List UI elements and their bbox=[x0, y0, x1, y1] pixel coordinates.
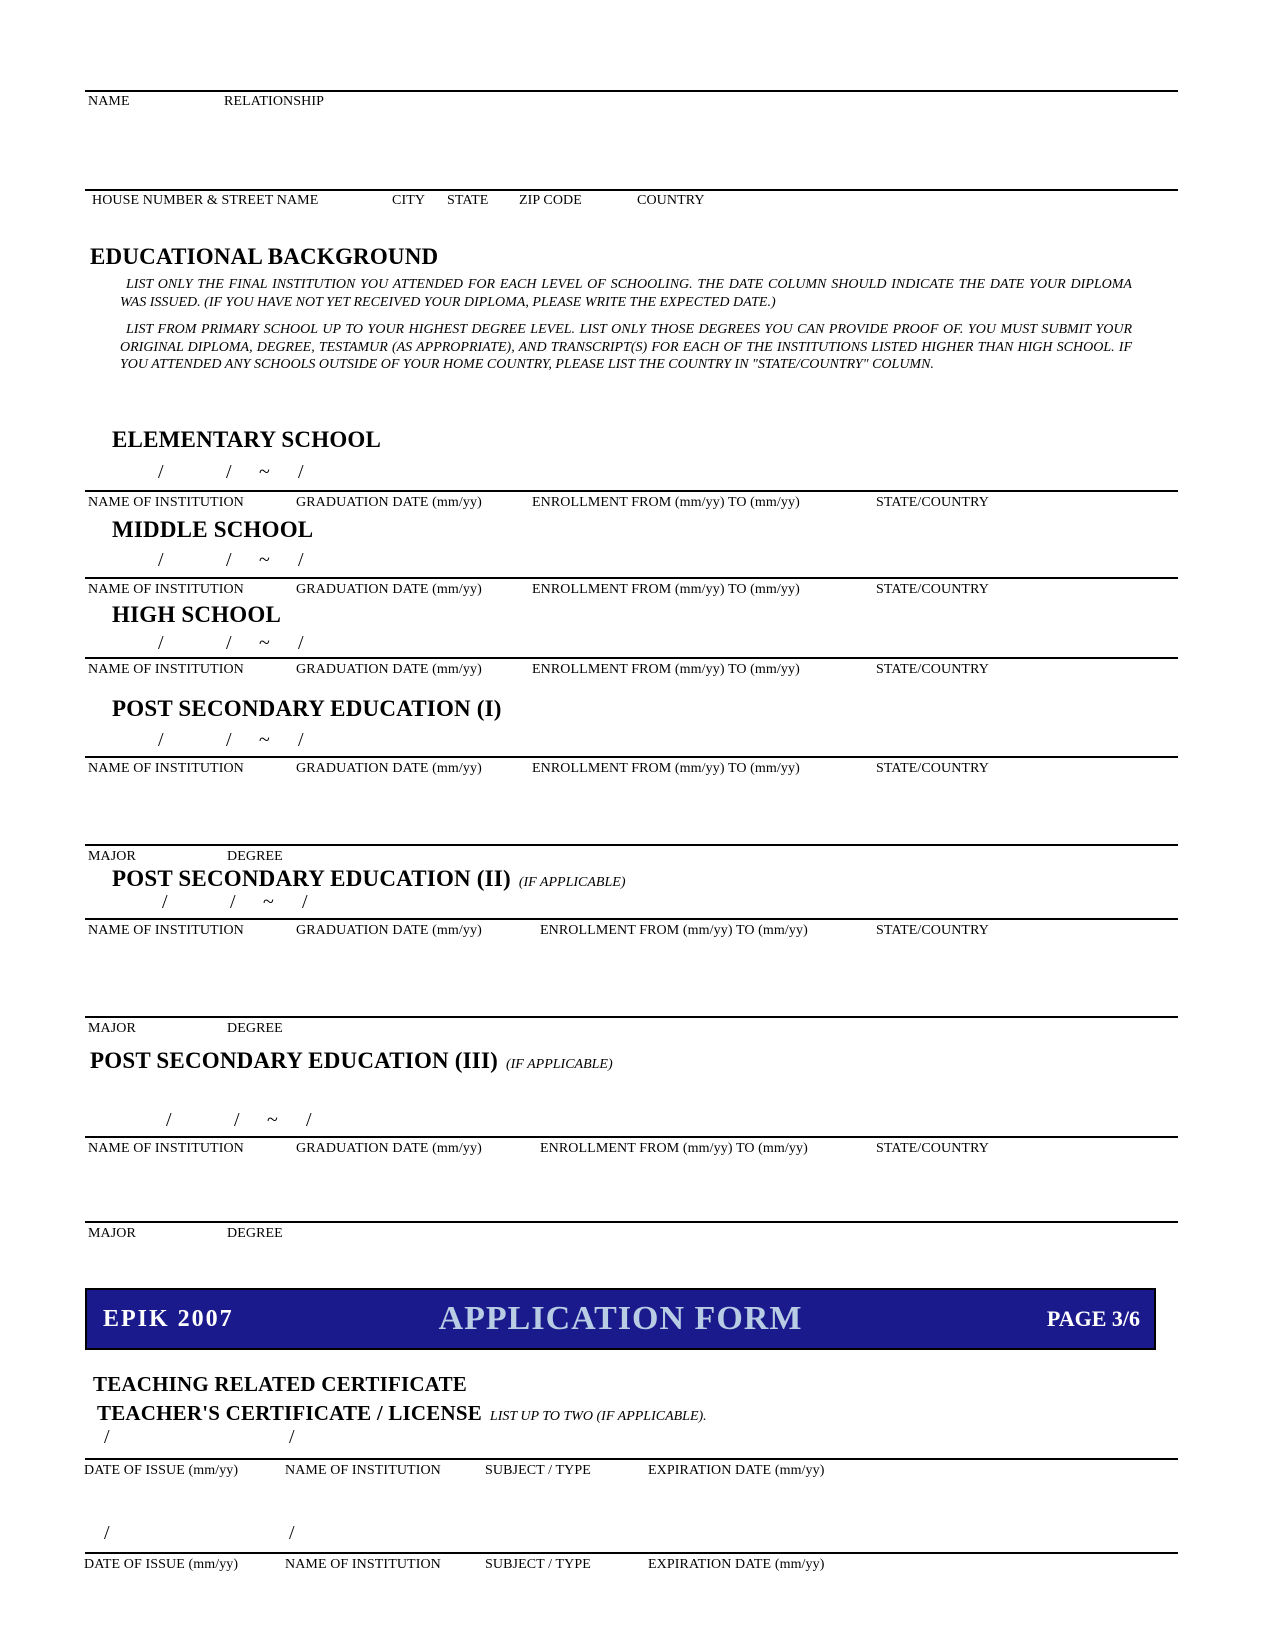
institution-column-label: NAME OF INSTITUTION bbox=[88, 923, 244, 938]
educational-background-heading bbox=[90, 244, 438, 270]
section-title: POST SECONDARY EDUCATION (III) bbox=[90, 1048, 498, 1073]
section-note: (IF APPLICABLE) bbox=[505, 1057, 613, 1072]
divider bbox=[85, 577, 1178, 579]
issue-date-column-label: DATE OF ISSUE (mm/yy) bbox=[84, 1463, 239, 1478]
date-slash: / bbox=[306, 1109, 312, 1131]
page-banner bbox=[85, 1288, 1156, 1350]
date-slash: / bbox=[158, 729, 164, 751]
major-column-label: MAJOR bbox=[88, 849, 136, 864]
institution-column-label: NAME OF INSTITUTION bbox=[285, 1557, 441, 1572]
major-column-label: MAJOR bbox=[88, 1226, 136, 1241]
date-slash: / bbox=[104, 1426, 110, 1448]
section-title: POST SECONDARY EDUCATION (I) bbox=[112, 696, 502, 721]
divider bbox=[85, 1221, 1178, 1223]
date-tilde: ~ bbox=[267, 1109, 278, 1131]
section-header-middle-school bbox=[112, 517, 313, 543]
subject-type-column-label: SUBJECT / TYPE bbox=[485, 1557, 591, 1572]
date-tilde: ~ bbox=[259, 461, 270, 483]
street-label: HOUSE NUMBER & STREET NAME bbox=[92, 193, 319, 208]
section-header-post-secondary-2 bbox=[112, 866, 625, 892]
form-title: APPLICATION FORM bbox=[438, 1300, 803, 1337]
date-slash: / bbox=[158, 461, 164, 483]
country-label: COUNTRY bbox=[637, 193, 705, 208]
instructions-paragraph-2: LIST FROM PRIMARY SCHOOL UP TO YOUR HIGHEST DEGREE LEVEL. LIST ONLY THOSE DEGREES YOU CAN PROVIDE PROOF OF. YOU MUST SUBMIT YOUR ORIGINAL DIPLOMA, DEGREE, TESTAMUR (AS APPROPRIATE), AND TRANSCRIPT(S) FOR EACH OF THE INSTITUTIONS LISTED HIGHER THAN HIGH SCHOOL. IF YOU ATTENDED ANY SCHOOLS OUTSIDE OF YOUR HOME COUNTRY, PLEASE LIST THE COUNTRY IN "STATE/COUNTRY" COLUMN. bbox=[120, 322, 1132, 372]
section-header-high-school bbox=[112, 602, 281, 628]
divider bbox=[85, 844, 1178, 846]
date-slash: / bbox=[226, 632, 232, 654]
enrollment-column-label: ENROLLMENT FROM (mm/yy) TO (mm/yy) bbox=[532, 662, 800, 677]
enrollment-column-label: ENROLLMENT FROM (mm/yy) TO (mm/yy) bbox=[540, 923, 808, 938]
graduation-column-label: GRADUATION DATE (mm/yy) bbox=[296, 761, 482, 776]
state-country-column-label: STATE/COUNTRY bbox=[876, 662, 989, 677]
section-title: MIDDLE SCHOOL bbox=[112, 517, 314, 542]
date-slash: / bbox=[162, 891, 168, 913]
enrollment-column-label: ENROLLMENT FROM (mm/yy) TO (mm/yy) bbox=[540, 1141, 808, 1156]
heading-text: TEACHING RELATED CERTIFICATE bbox=[93, 1372, 467, 1396]
date-tilde: ~ bbox=[259, 549, 270, 571]
major-column-label: MAJOR bbox=[88, 1021, 136, 1036]
divider bbox=[85, 918, 1178, 920]
date-slash: / bbox=[298, 549, 304, 571]
heading-text: EDUCATIONAL BACKGROUND bbox=[90, 244, 439, 269]
date-slash: / bbox=[226, 549, 232, 571]
date-slash: / bbox=[166, 1109, 172, 1131]
institution-column-label: NAME OF INSTITUTION bbox=[285, 1463, 441, 1478]
heading-text: TEACHER'S CERTIFICATE / LICENSE bbox=[97, 1401, 482, 1425]
certificates-heading bbox=[93, 1372, 467, 1397]
date-slash: / bbox=[158, 549, 164, 571]
section-header-elementary-school bbox=[112, 427, 381, 453]
degree-column-label: DEGREE bbox=[227, 1021, 283, 1036]
date-slash: / bbox=[298, 461, 304, 483]
section-title: HIGH SCHOOL bbox=[112, 602, 281, 627]
graduation-column-label: GRADUATION DATE (mm/yy) bbox=[296, 1141, 482, 1156]
divider bbox=[85, 1458, 1178, 1460]
graduation-column-label: GRADUATION DATE (mm/yy) bbox=[296, 495, 482, 510]
institution-column-label: NAME OF INSTITUTION bbox=[88, 495, 244, 510]
date-tilde: ~ bbox=[259, 729, 270, 751]
zip-label: ZIP CODE bbox=[519, 193, 582, 208]
state-label: STATE bbox=[447, 193, 489, 208]
relationship-label: RELATIONSHIP bbox=[224, 94, 324, 109]
graduation-column-label: GRADUATION DATE (mm/yy) bbox=[296, 582, 482, 597]
state-country-column-label: STATE/COUNTRY bbox=[876, 582, 989, 597]
institution-column-label: NAME OF INSTITUTION bbox=[88, 662, 244, 677]
date-slash: / bbox=[298, 632, 304, 654]
section-title: POST SECONDARY EDUCATION (II) bbox=[112, 866, 511, 891]
section-header-post-secondary-1 bbox=[112, 696, 502, 722]
date-slash: / bbox=[158, 632, 164, 654]
divider bbox=[85, 1136, 1178, 1138]
graduation-column-label: GRADUATION DATE (mm/yy) bbox=[296, 923, 482, 938]
page-number: PAGE 3/6 bbox=[1046, 1306, 1140, 1331]
heading-note: LIST UP TO TWO (IF APPLICABLE). bbox=[489, 1409, 707, 1424]
date-slash: / bbox=[289, 1522, 295, 1544]
date-tilde: ~ bbox=[263, 891, 274, 913]
program-name: EPIK 2007 bbox=[103, 1305, 234, 1332]
divider bbox=[85, 1552, 1178, 1554]
divider bbox=[85, 189, 1178, 191]
teachers-certificate-heading bbox=[97, 1401, 707, 1426]
institution-column-label: NAME OF INSTITUTION bbox=[88, 761, 244, 776]
date-slash: / bbox=[230, 891, 236, 913]
degree-column-label: DEGREE bbox=[227, 849, 283, 864]
date-slash: / bbox=[289, 1426, 295, 1448]
institution-column-label: NAME OF INSTITUTION bbox=[88, 1141, 244, 1156]
subject-type-column-label: SUBJECT / TYPE bbox=[485, 1463, 591, 1478]
date-slash: / bbox=[104, 1522, 110, 1544]
section-title: ELEMENTARY SCHOOL bbox=[112, 427, 382, 452]
graduation-column-label: GRADUATION DATE (mm/yy) bbox=[296, 662, 482, 677]
instructions-paragraph-1: LIST ONLY THE FINAL INSTITUTION YOU ATTENDED FOR EACH LEVEL OF SCHOOLING. THE DATE COLUMN SHOULD INDICATE THE DATE YOUR DIPLOMA WAS ISSUED. (IF YOU HAVE NOT YET RECEIVED YOUR DIPLOMA, PLEASE WRITE THE EXPECTED DATE.) bbox=[120, 277, 1132, 310]
divider bbox=[85, 657, 1178, 659]
degree-column-label: DEGREE bbox=[227, 1226, 283, 1241]
issue-date-column-label: DATE OF ISSUE (mm/yy) bbox=[84, 1557, 239, 1572]
divider bbox=[85, 756, 1178, 758]
state-country-column-label: STATE/COUNTRY bbox=[876, 1141, 989, 1156]
divider bbox=[85, 90, 1178, 92]
date-slash: / bbox=[298, 729, 304, 751]
section-note: (IF APPLICABLE) bbox=[518, 875, 626, 890]
enrollment-column-label: ENROLLMENT FROM (mm/yy) TO (mm/yy) bbox=[532, 495, 800, 510]
date-slash: / bbox=[226, 729, 232, 751]
expiration-column-label: EXPIRATION DATE (mm/yy) bbox=[648, 1557, 825, 1572]
name-label: NAME bbox=[88, 94, 130, 109]
date-slash: / bbox=[226, 461, 232, 483]
date-slash: / bbox=[234, 1109, 240, 1131]
divider bbox=[85, 490, 1178, 492]
date-slash: / bbox=[302, 891, 308, 913]
enrollment-column-label: ENROLLMENT FROM (mm/yy) TO (mm/yy) bbox=[532, 761, 800, 776]
date-tilde: ~ bbox=[259, 632, 270, 654]
institution-column-label: NAME OF INSTITUTION bbox=[88, 582, 244, 597]
divider bbox=[85, 1016, 1178, 1018]
expiration-column-label: EXPIRATION DATE (mm/yy) bbox=[648, 1463, 825, 1478]
section-header-post-secondary-3 bbox=[90, 1048, 613, 1074]
city-label: CITY bbox=[392, 193, 426, 208]
state-country-column-label: STATE/COUNTRY bbox=[876, 761, 989, 776]
state-country-column-label: STATE/COUNTRY bbox=[876, 923, 989, 938]
enrollment-column-label: ENROLLMENT FROM (mm/yy) TO (mm/yy) bbox=[532, 582, 800, 597]
state-country-column-label: STATE/COUNTRY bbox=[876, 495, 989, 510]
